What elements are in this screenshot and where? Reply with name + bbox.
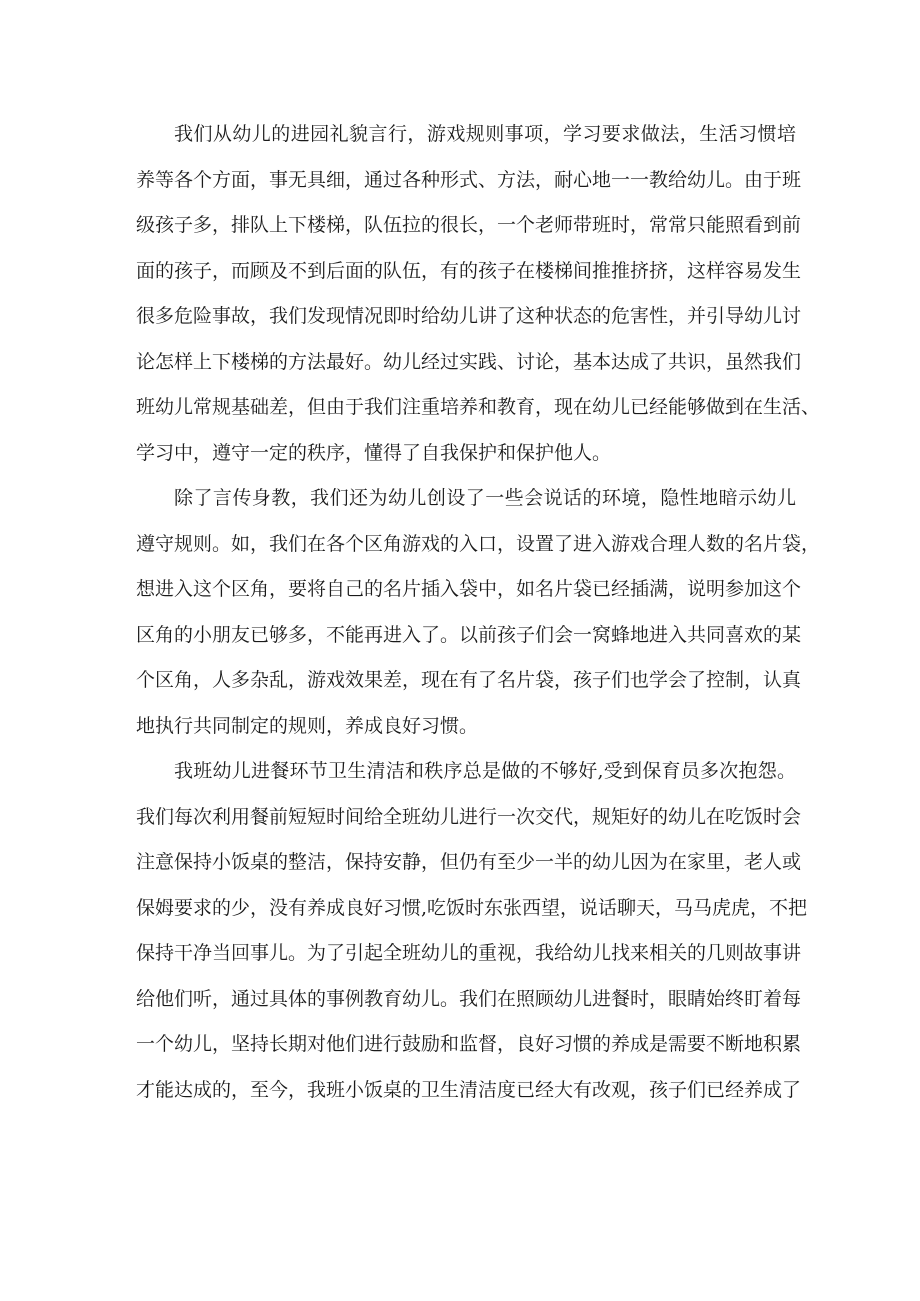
text-line: 注意保持小饭桌的整洁，保持安静，但仍有至少一半的幼儿因为在家里，老人或 [136,851,802,873]
text-line: 养等各个方面，事无具细，通过各种形式、方法，耐心地一一教给幼儿。由于班 [136,168,802,191]
text-line: 我们每次利用餐前短短时间给全班幼儿进行一次交代，规矩好的幼儿在吃饭时会 [136,805,802,828]
document-body [136,112,821,1113]
text-line: 除了言传身教，我们还为幼儿创设了一些会说话的环境，隐性地暗示幼儿 [174,487,796,509]
text-line: 级孩子多，排队上下楼梯，队伍拉的很长，一个老师带班时，常常只能照看到前 [136,214,802,236]
paragraph-3 [136,749,808,1113]
text-line: 地执行共同制定的规则，养成良好习惯。 [136,714,479,737]
paragraph-2 [136,476,821,749]
text-line: 我们从幼儿的进园礼貌言行，游戏规则事项，学习要求做法，生活习惯培 [174,123,796,145]
text-line: 想进入这个区角，要将自己的名片插入袋中，如名片袋已经插满，说明参加这个 [136,578,802,600]
text-line: 保姆要求的少，没有养成良好习惯,吃饭时东张西望，说话聊天，马马虎虎，不把 [136,896,808,919]
text-line: 给他们听，通过具体的事例教育幼儿。我们在照顾幼儿进餐时，眼睛始终盯着每 [136,987,802,1010]
text-line: 论怎样上下楼梯的方法最好。幼儿经过实践、讨论，基本达成了共识，虽然我们 [136,350,802,373]
text-line: 面的孩子，而顾及不到后面的队伍，有的孩子在楼梯间推推挤挤，这样容易发生 [136,259,802,282]
text-line: 一个幼儿，坚持长期对他们进行鼓励和监督，良好习惯的养成是需要不断地积累 [136,1033,802,1055]
text-line: 班幼儿常规基础差，但由于我们注重培养和教育，现在幼儿已经能够做到在生活、 [136,396,821,418]
text-line: 个区角，人多杂乱，游戏效果差，现在有了名片袋，孩子们也学会了控制，认真 [136,669,802,691]
text-line: 保持干净当回事儿。为了引起全班幼儿的重视，我给幼儿找来相关的几则故事讲 [136,942,802,964]
text-line: 我班幼儿进餐环节卫生清洁和秩序总是做的不够好,受到保育员多次抱怨。 [174,760,796,782]
text-line: 很多危险事故，我们发现情况即时给幼儿讲了这种状态的危害性，并引导幼儿讨 [136,305,802,327]
text-line: 遵守规则。如，我们在各个区角游戏的入口，设置了进入游戏合理人数的名片袋， [136,532,821,555]
text-line: 区角的小朋友已够多，不能再进入了。以前孩子们会一窝蜂地进入共同喜欢的某 [136,623,802,646]
paragraph-1 [136,112,821,476]
text-line: 才能达成的，至今，我班小饭桌的卫生清洁度已经大有改观，孩子们已经养成了 [136,1078,802,1101]
text-line: 学习中，遵守一定的秩序，懂得了自我保护和保护他人。 [136,441,612,464]
